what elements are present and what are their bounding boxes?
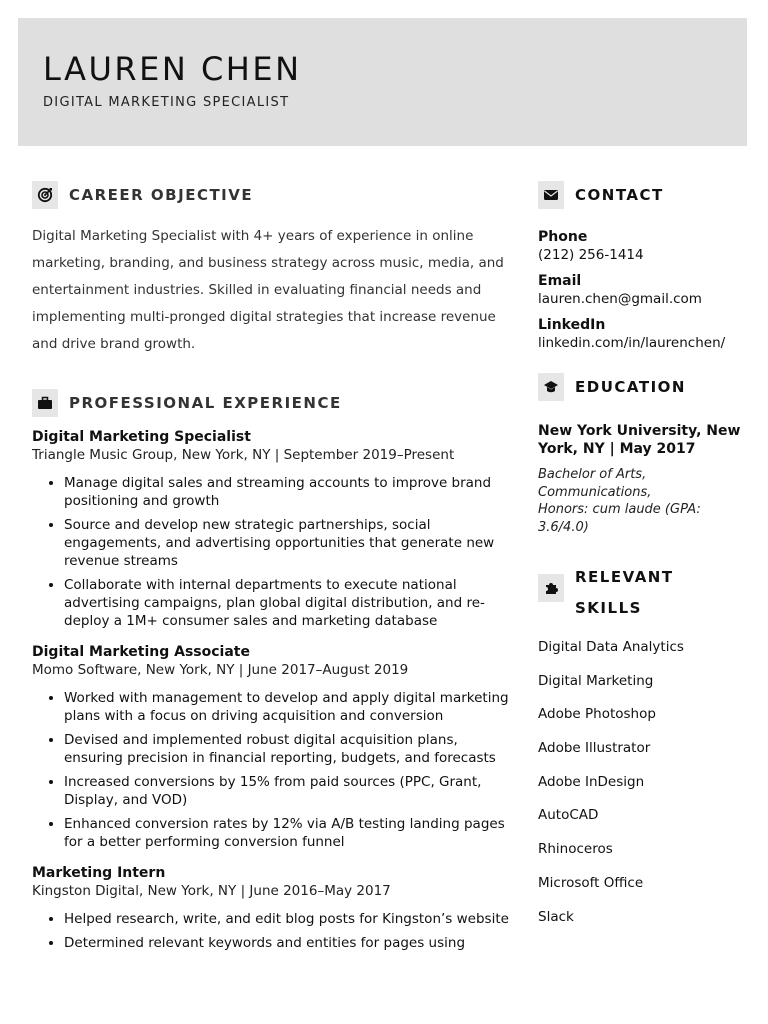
education-honors: Honors: cum laude (GPA: 3.6/4.0)	[538, 502, 701, 535]
job-title: Marketing Intern	[32, 865, 166, 881]
skill-item: Digital Data Analytics	[538, 639, 684, 655]
contact-label: Phone	[538, 229, 588, 245]
job-title: Digital Marketing Specialist	[32, 429, 251, 445]
main-column	[32, 178, 510, 958]
bullet-item: • Collaborate with internal departments to execute national advertising campaigns, plan global digital distribution, and re-deploy a 1M+ consumer sales and marketing database	[64, 576, 510, 630]
section-title: CAREER OBJECTIVE	[69, 186, 254, 204]
skill-item: AutoCAD	[538, 807, 599, 824]
resume-header	[18, 18, 747, 146]
candidate-title: DIGITAL MARKETING SPECIALIST	[43, 95, 290, 110]
job-bullets	[32, 474, 510, 630]
bullet-item: • Determined relevant keywords and entities for pages using	[64, 934, 510, 952]
skill-item: Adobe Illustrator	[538, 740, 651, 757]
section-header	[32, 386, 510, 420]
education-school: New York University, New York, NY | May 2017	[538, 423, 741, 457]
job-title: Digital Marketing Associate	[32, 644, 250, 660]
skill-item: Adobe Photoshop	[538, 706, 656, 723]
section-title: EDUCATION	[575, 378, 686, 396]
section-header	[538, 178, 750, 212]
section-title: PROFESSIONAL EXPERIENCE	[69, 394, 342, 412]
section-title-line: SKILLS	[575, 599, 642, 617]
bullet-item: • Devised and implemented robust digital acquisition plans, ensuring precision in financial reporting, budgets, and forecasts	[64, 731, 510, 767]
contact-section	[538, 178, 750, 352]
skills-section	[538, 562, 750, 926]
job-entry	[32, 428, 510, 630]
skill-item: Digital Marketing	[538, 672, 654, 689]
section-header	[538, 562, 750, 624]
target-icon	[32, 181, 58, 209]
professional-experience-section	[32, 386, 510, 952]
education-degree: Bachelor of Arts, Communications,	[538, 467, 652, 500]
skill-item: Adobe InDesign	[538, 773, 645, 790]
job-bullets	[32, 689, 510, 851]
bullet-item: • Source and develop new strategic partnerships, social engagements, and advertising opportunities that generate new revenue streams	[64, 516, 510, 570]
job-bullets	[32, 910, 510, 952]
job-meta: Triangle Music Group, New York, NY | September 2019–Present	[32, 447, 455, 463]
briefcase-icon	[32, 389, 58, 417]
skill-item: Microsoft Office	[538, 874, 644, 891]
puzzle-icon	[538, 574, 564, 602]
skills-list	[538, 638, 750, 926]
bullet-item: • Worked with management to develop and apply digital marketing plans with a focus on driving acquisition and conversion	[64, 689, 510, 725]
objective-text: Digital Marketing Specialist with 4+ years of experience in online marketing, branding, and business strategy across music, media, and entertainment industries. Skilled in evaluating financial needs and implementing multi-pronged digital strategies that increase revenue and drive brand growth.	[32, 228, 504, 352]
job-meta: Kingston Digital, New York, NY | June 2016–May 2017	[32, 883, 391, 899]
skill-item: Rhinoceros	[538, 841, 613, 858]
job-entry	[32, 864, 510, 952]
bullet-item: • Increased conversions by 15% from paid sources (PPC, Grant, Display, and VOD)	[64, 773, 510, 809]
education-section	[538, 370, 750, 536]
career-objective-section	[32, 178, 510, 358]
section-header	[538, 370, 750, 404]
skill-item: Slack	[538, 908, 574, 925]
bullet-item: • Helped research, write, and edit blog posts for Kingston’s website	[64, 910, 510, 928]
candidate-name: LAUREN CHEN	[43, 50, 302, 88]
skills-title	[575, 562, 674, 624]
section-title-line: RELEVANT	[575, 568, 674, 586]
contact-item	[538, 316, 750, 352]
bullet-item: • Enhanced conversion rates by 12% via A/B testing landing pages for a better performing conversion funnel	[64, 815, 510, 851]
sidebar-column	[538, 178, 750, 926]
phone-value: (212) 256-1414	[538, 247, 644, 263]
envelope-icon	[538, 181, 564, 209]
linkedin-value[interactable]: linkedin.com/in/laurenchen/	[538, 335, 726, 351]
job-meta: Momo Software, New York, NY | June 2017–August 2019	[32, 662, 409, 678]
section-title: CONTACT	[575, 186, 664, 204]
section-header	[32, 178, 510, 212]
contact-item	[538, 228, 750, 264]
contact-item	[538, 272, 750, 308]
job-entry	[32, 643, 510, 851]
email-value[interactable]: lauren.chen@gmail.com	[538, 291, 702, 307]
graduation-cap-icon	[538, 373, 564, 401]
contact-label: LinkedIn	[538, 317, 606, 333]
bullet-item: • Manage digital sales and streaming accounts to improve brand positioning and growth	[64, 474, 510, 510]
contact-label: Email	[538, 273, 582, 289]
